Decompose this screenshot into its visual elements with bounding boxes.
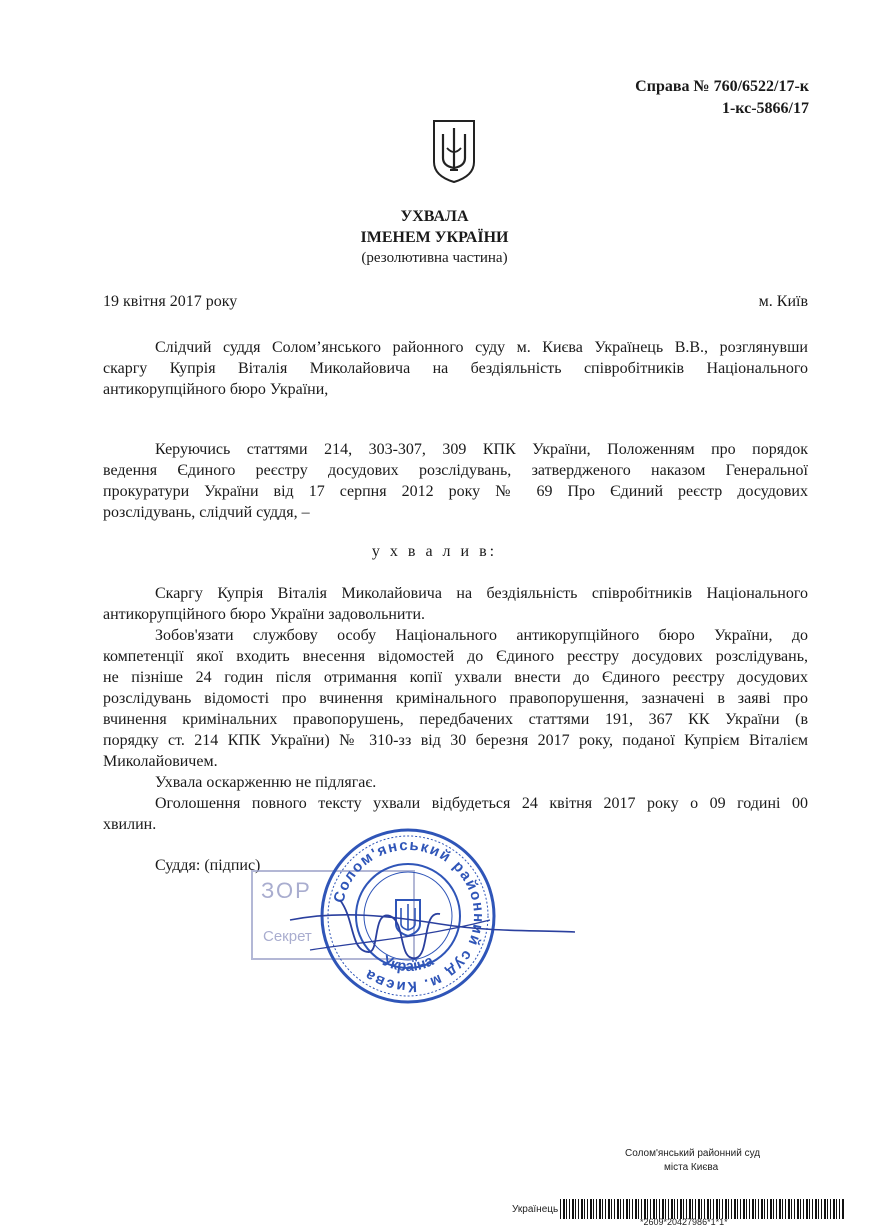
signature-label: Суддя: (підпис) bbox=[155, 857, 261, 874]
guided-line: ведення Єдиного реєстру досудових розслідувань, затвердженого наказом Генеральної bbox=[103, 462, 808, 479]
footer-court: Солом'янський районний суд bbox=[625, 1148, 761, 1159]
guided-line: розслідувань, слідчий суддя, – bbox=[103, 504, 310, 521]
resolution-line: компетенції якої входить внесення відомостей до Єдиного реєстру досудових розслідувань, bbox=[103, 648, 808, 665]
stamp-line: Секрет bbox=[263, 928, 312, 945]
resolution-line: антикорупційного бюро України задовольнити. bbox=[103, 606, 426, 623]
case-number: Справа № 760/6522/17-к bbox=[635, 78, 809, 95]
resolution-line: Ухвала оскарженню не підлягає. bbox=[155, 774, 377, 791]
case-number-secondary: 1-кс-5866/17 bbox=[721, 100, 809, 117]
case-number-block bbox=[635, 76, 809, 120]
stamp-line: ЗОР bbox=[261, 878, 312, 903]
verdict-heading: у х в а л и в: bbox=[371, 543, 498, 560]
intro-line: Слідчий суддя Солом’янського районного суду м. Києва Українець В.В., розглянувши bbox=[155, 339, 808, 356]
seal-outer-text-path: Солом'янський районний суд м. Києва bbox=[330, 836, 488, 996]
footer-city: міста Києва bbox=[664, 1162, 719, 1173]
document-type: УХВАЛА bbox=[400, 208, 469, 225]
barcode-text: *2609*20427986*1*1* bbox=[640, 1217, 728, 1227]
resolution-line: порядку ст. 214 КПК України) № 310-зз від 30 березня 2017 року, поданої Купрієм Віталієм bbox=[103, 732, 808, 749]
resolution-line: розслідувань відомості про вчинення кримінального правопорушення, зазначені в заяві про bbox=[103, 690, 808, 707]
guided-line: прокуратури України від 17 серпня 2012 року № 69 Про Єдиний реєстр досудових bbox=[103, 483, 808, 500]
resolution-line: вчинення кримінальних правопорушень, передбачених статтями 191, 367 КК України (в bbox=[103, 711, 808, 728]
intro-line: антикорупційного бюро України, bbox=[103, 381, 329, 398]
resolution-line: Зобов'язати службову особу Національного антикорупційного бюро України, до bbox=[155, 627, 808, 644]
resolution-line: Оголошення повного тексту ухвали відбудеться 24 квітня 2017 року о 09 годині 00 bbox=[155, 795, 808, 812]
barcode bbox=[560, 1199, 845, 1219]
guided-line: Керуючись статтями 214, 303-307, 309 КПК України, Положенням про порядок bbox=[155, 441, 808, 458]
resolution-line: не пізніше 24 годин після отримання копії ухвали внести до Єдиного реєстру досудових bbox=[103, 669, 808, 686]
document-part: (резолютивна частина) bbox=[361, 250, 508, 266]
intro-line: скаргу Купрія Віталія Миколайовича на бездіяльність співробітників Національного bbox=[103, 360, 808, 377]
judge-signature bbox=[280, 880, 580, 970]
resolution-line: хвилин. bbox=[103, 816, 157, 833]
resolution-line: Миколайовичем. bbox=[103, 753, 218, 770]
document-date: 19 квітня 2017 року bbox=[103, 293, 238, 310]
resolution-line: Скаргу Купрія Віталія Миколайовича на бездіяльність співробітників Національного bbox=[155, 585, 808, 602]
document-city: м. Київ bbox=[758, 293, 808, 310]
seal-bottom-text: Україна bbox=[379, 952, 437, 976]
footer-judge: Українець bbox=[512, 1204, 559, 1215]
document-name-of: ІМЕНЕМ УКРАЇНИ bbox=[360, 229, 509, 246]
coat-of-arms-icon bbox=[430, 118, 478, 184]
